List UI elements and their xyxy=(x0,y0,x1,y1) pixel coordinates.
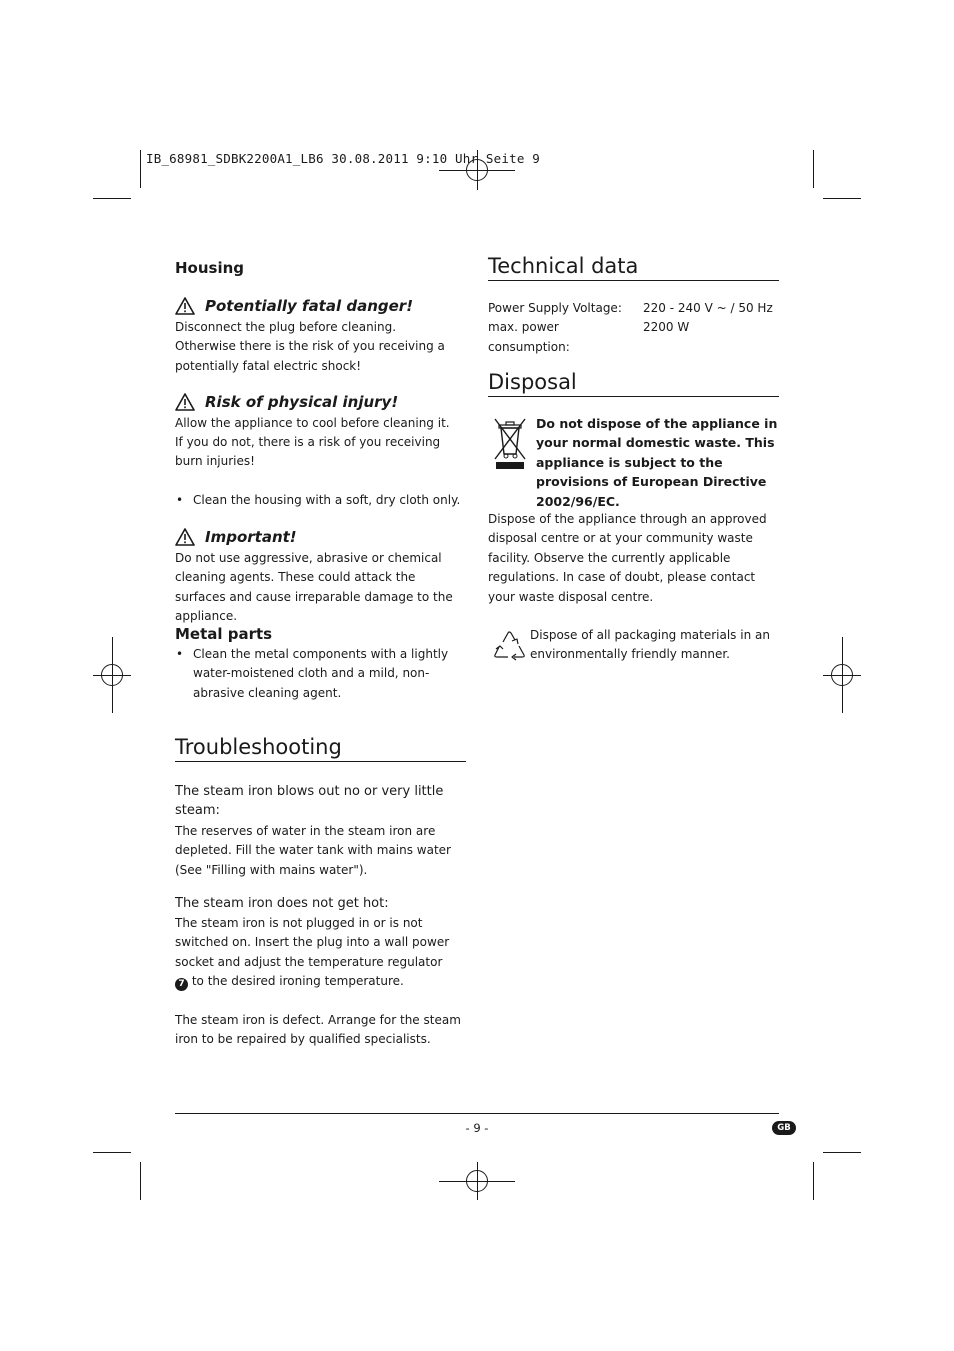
troubleshooting-title: Troubleshooting xyxy=(175,735,466,762)
troubleshooting-a2 xyxy=(175,914,457,992)
troubleshooting-a2-part2: to the desired ironing temperature. xyxy=(191,974,404,989)
metal-parts-title: Metal parts xyxy=(175,625,273,643)
spec-value: 220 - 240 V ~ / 50 Hz xyxy=(643,301,773,315)
danger-text: Disconnect the plug before cleaning. Otherwise there is the risk of you receiving a potentially fatal electric shock! xyxy=(175,320,445,373)
danger-warning-heading xyxy=(175,297,467,315)
technical-data-title: Technical data xyxy=(488,254,779,281)
temperature-regulator-ref-badge: 7 xyxy=(175,978,188,991)
registration-mark-icon xyxy=(831,664,853,686)
housing-title: Housing xyxy=(175,259,245,277)
important-warning-heading xyxy=(175,528,467,546)
technical-data-table xyxy=(488,299,779,357)
troubleshooting-a1: The reserves of water in the steam iron are depleted. Fill the water tank with mains water (See "Filling with mains water"). xyxy=(175,824,451,877)
registration-mark-icon xyxy=(101,664,123,686)
recycle-icon xyxy=(490,628,528,664)
risk-text-2: If you do not, there is a risk of you receiving burn injuries! xyxy=(175,435,441,469)
danger-title: Potentially fatal danger! xyxy=(205,297,414,315)
warning-triangle-icon xyxy=(175,297,195,315)
troubleshooting-q2: The steam iron does not get hot: xyxy=(175,896,389,911)
weee-notice: Do not dispose of the appliance in your normal domestic waste. This appliance is subject to the provisions of European Directive 2002/96/EC. xyxy=(536,416,778,509)
registration-mark-icon xyxy=(466,1170,488,1192)
spec-row xyxy=(488,318,779,357)
troubleshooting-a2-part1: The steam iron is not plugged in or is not switched on. Insert the plug into a wall power socket and adjust the temperature regulator xyxy=(175,916,450,969)
disposal-text: Dispose of the appliance through an approved disposal centre or at your community waste facility. Observe the currently applicable regulations. In case of doubt, please contact your waste disposal centre. xyxy=(488,512,767,604)
spec-label: max. power consumption: xyxy=(488,320,570,354)
disposal-title: Disposal xyxy=(488,370,779,397)
metal-parts-bullet: • Clean the metal components with a lightly water-moistened cloth and a mild, non-abrasive cleaning agent. xyxy=(175,645,467,703)
troubleshooting-a3: The steam iron is defect. Arrange for the steam iron to be repaired by qualified specialists. xyxy=(175,1013,461,1047)
footer-rule xyxy=(175,1113,779,1114)
spec-row xyxy=(488,299,779,318)
crossed-bin-icon xyxy=(492,416,528,472)
risk-warning-heading xyxy=(175,393,467,411)
warning-triangle-icon xyxy=(175,393,195,411)
spec-label: Power Supply Voltage: xyxy=(488,301,622,315)
print-slug: IB_68981_SDBK2200A1_LB6 30.08.2011 9:10 Uhr Seite 9 xyxy=(146,151,541,166)
spec-value: 2200 W xyxy=(643,320,690,335)
page-number: - 9 - xyxy=(465,1121,489,1135)
important-title: Important! xyxy=(205,528,297,546)
warning-triangle-icon xyxy=(175,528,195,546)
housing-bullet: • Clean the housing with a soft, dry cloth only. xyxy=(175,491,485,510)
important-text: Do not use aggressive, abrasive or chemical cleaning agents. These could attack the surfaces and cause irreparable damage to the appliance. xyxy=(175,551,453,624)
language-badge: GB xyxy=(772,1121,796,1135)
risk-text-1: Allow the appliance to cool before cleaning it. xyxy=(175,416,450,430)
risk-title: Risk of physical injury! xyxy=(205,393,399,411)
recycle-text: Dispose of all packaging materials in an environmentally friendly manner. xyxy=(530,628,770,662)
troubleshooting-q1: The steam iron blows out no or very little steam: xyxy=(175,784,444,819)
